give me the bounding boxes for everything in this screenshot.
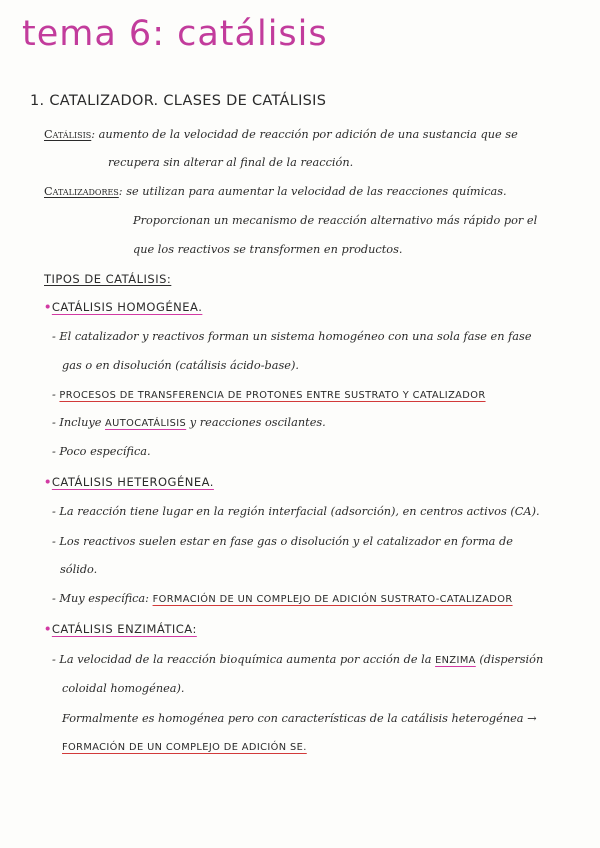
heterogenea-line-3: sólido. [60, 563, 98, 576]
homogenea-line-5: - Poco específica. [52, 445, 151, 458]
enzima-term: ENZIMA [435, 655, 476, 666]
section-heading: 1. CATALIZADOR. CLASES DE CATÁLISIS [30, 93, 327, 109]
enzimatica-line-1: - La velocidad de la reacción bioquímica aumenta por acción de la ENZIMA (dispersión [52, 653, 544, 666]
enzimatica-line-2: coloidal homogénea). [62, 682, 185, 695]
catalisis-term: Catálisis [44, 128, 92, 141]
catalisis-definition-line-2: recupera sin alterar al final de la reacción. [108, 156, 354, 169]
enzimatica-line-3: Formalmente es homogénea pero con características de la catálisis heterogénea → [62, 712, 537, 725]
homogenea-heading: •CATÁLISIS HOMOGÉNEA. [44, 300, 203, 314]
bullet-icon: • [44, 622, 52, 636]
homogenea-line-2: gas o en disolución (catálisis ácido-base). [62, 359, 299, 372]
catalisis-definition-line-1: Catálisis: aumento de la velocidad de reacción por adición de una sustancia que se [44, 128, 518, 141]
homogenea-line-4: - Incluye AUTOCATÁLISIS y reacciones oscilantes. [52, 416, 326, 429]
bullet-icon: • [44, 475, 52, 489]
bullet-icon: • [44, 300, 52, 314]
catalizadores-definition-line-2: Proporcionan un mecanismo de reacción alternativo más rápido por el [133, 214, 538, 227]
enzimatica-heading: •CATÁLISIS ENZIMÁTICA: [44, 622, 197, 636]
heterogenea-line-4: - Muy específica: FORMACIÓN DE UN COMPLEJO DE ADICIÓN SUSTRATO-CATALIZADOR [52, 592, 513, 605]
homogenea-line-1: - El catalizador y reactivos forman un sistema homogéneo con una sola fase en fase [52, 330, 532, 343]
homogenea-line-3: - PROCESOS DE TRANSFERENCIA DE PROTONES ENTRE SUSTRATO Y CATALIZADOR [52, 388, 486, 401]
heterogenea-line-1: - La reacción tiene lugar en la región interfacial (adsorción), en centros activos (CA). [52, 505, 540, 518]
catalizadores-definition-line-3: que los reactivos se transformen en productos. [133, 243, 403, 256]
page-title: tema 6: catálisis [22, 14, 328, 54]
heterogenea-heading: •CATÁLISIS HETEROGÉNEA. [44, 475, 214, 489]
catalizadores-definition-line-1: Catalizadores: se utilizan para aumentar la velocidad de las reacciones químicas. [44, 185, 507, 198]
heterogenea-line-2: - Los reactivos suelen estar en fase gas o disolución y el catalizador en forma de [52, 535, 513, 548]
catalizadores-term: Catalizadores [44, 185, 119, 198]
autocatalisis-term: AUTOCATÁLISIS [105, 418, 187, 429]
tipos-heading: TIPOS DE CATÁLISIS: [44, 272, 172, 286]
enzimatica-line-4: FORMACIÓN DE UN COMPLEJO DE ADICIÓN SE. [62, 742, 307, 753]
